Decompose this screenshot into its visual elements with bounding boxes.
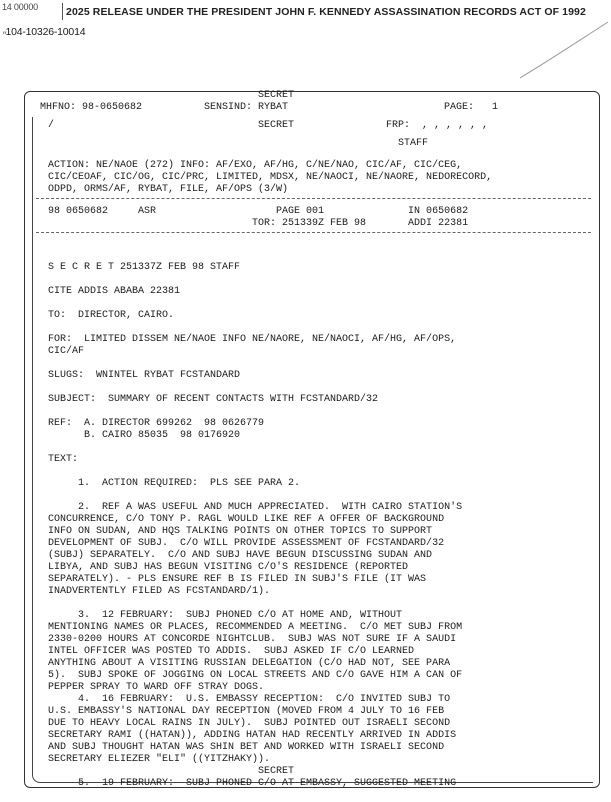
body-line: 1. ACTION REQUIRED: PLS SEE PARA 2. [48, 478, 301, 489]
page-indicator: PAGE: 1 [444, 102, 499, 113]
body-line: SEPARATELY). - PLS ENSURE REF B IS FILED IN SUBJ'S FILE (IT WAS [48, 574, 427, 585]
body-line: INTEL OFFICER WAS POSTED TO ADDIS. SUBJ ASKED IF C/O LEARNED [48, 646, 415, 657]
body-line: ANYTHING ABOUT A VISITING RUSSIAN DELEGATION (C/O HAD NOT, SEE PARA [48, 658, 451, 669]
routing-line-1: 98 0650682 ASR PAGE 001 IN 0650682 [48, 206, 469, 217]
scan-curve [520, 20, 610, 80]
release-line: 2025 RELEASE UNDER THE PRESIDENT JOHN F. KENNEDY ASSASSINATION RECORDS ACT OF 1992 [66, 6, 586, 18]
body-line: 5). SUBJ SPOKE OF JOGGING ON LOCAL STREETS AND C/O GAVE HIM A CAN OF [48, 670, 463, 681]
body-line [48, 382, 583, 394]
body-line: 3. 12 FEBRUARY: SUBJ PHONED C/O AT HOME AND, WITHOUT [48, 610, 403, 621]
body-line [48, 358, 583, 370]
body-line [48, 298, 583, 310]
body-line: DEVELOPMENT OF SUBJ. C/O WILL PROVIDE ASSESSMENT OF FCSTANDARD/32 [48, 538, 445, 549]
body-line: SECRETARY ELIEZER "ELI" ((YITZHAKY)). [48, 754, 271, 765]
body-line: FOR: LIMITED DISSEM NE/NAOE INFO NE/NAORE, NE/NAOCI, AF/HG, AF/OPS, [48, 334, 457, 345]
body-line: DUE TO HEAVY LOCAL RAINS IN JULY). SUBJ POINTED OUT ISRAELI SECOND [48, 718, 451, 729]
body-line: LIBYA, AND SUBJ HAS BEGUN VISITING C/O'S RESIDENCE (REPORTED [48, 562, 409, 573]
body-line [48, 598, 583, 610]
body-line: TEXT: [48, 454, 79, 465]
body-line: 5. 19 FEBRUARY: SUBJ PHONED C/O AT EMBASSY, SUGGESTED MEETING [48, 778, 457, 789]
body-line: S E C R E T 251337Z FEB 98 STAFF [48, 262, 241, 273]
slash-mark: / [48, 120, 55, 131]
frp-line: FRP: , , , , , , [386, 120, 489, 131]
routing-line-2: TOR: 251339Z FEB 98 ADDI 22381 [48, 218, 469, 229]
body-line: INADVERTENTLY FILED AS FCSTANDARD/1). [48, 586, 271, 597]
action-line-1: ACTION: NE/NAOE (272) INFO: AF/EXO, AF/HG, C/NE/NAO, CIC/AF, CIC/CEG, [48, 160, 463, 171]
body-line: TO: DIRECTOR, CAIRO. [48, 310, 175, 321]
body-line: CITE ADDIS ABABA 22381 [48, 286, 181, 297]
body-line [48, 406, 583, 418]
body-line: B. CAIRO 85035 98 0176920 [48, 430, 241, 441]
body-line: REF: A. DIRECTOR 699262 98 0626779 [48, 418, 265, 429]
body-line [48, 766, 583, 778]
body-line: CONCURRENCE, C/O TONY P. RAGL WOULD LIKE REF A OFFER OF BACKGROUND [48, 514, 445, 525]
action-line-2: CIC/CEOAF, CIC/OG, CIC/PRC, LIMITED, MDSX, NE/NAOCI, NE/NAORE, NEDORECORD, [48, 172, 493, 183]
classification-second: SECRET [258, 120, 295, 131]
body-line: SECRETARY RAMI ((HATAN)), ADDING HATAN HAD RECENTLY ARRIVED IN ADDIS [48, 730, 457, 741]
body-line: INFO ON SUDAN, AND HQS TALKING POINTS ON OTHER TOPICS TO SUPPORT [48, 526, 433, 537]
document-id-overlay: 14 00000 [2, 2, 38, 12]
body-line: CIC/AF [48, 346, 85, 357]
classification-top: SECRET [258, 90, 295, 101]
body-line [48, 322, 583, 334]
scan-mark: ” [2, 31, 8, 41]
body-line: U.S. EMBASSY'S NATIONAL DAY RECEPTION (MOVED FROM 4 JULY TO 16 FEB [48, 706, 445, 717]
body-line: SLUGS: WNINTEL RYBAT FCSTANDARD [48, 370, 241, 381]
action-line-3: ODPD, ORMS/AF, RYBAT, FILE, AF/OPS (3/W) [48, 184, 289, 195]
body-line: MENTIONING NAMES OR PLACES, RECOMMENDED A MEETING. C/O MET SUBJ FROM [48, 622, 463, 633]
body-line [48, 466, 583, 478]
document-id-text: 104-10326-10014 [5, 26, 86, 38]
classification-bottom: SECRET [258, 766, 295, 777]
body-line [48, 490, 583, 502]
body-line: 4. 16 FEBRUARY: U.S. EMBASSY RECEPTION: C/O INVITED SUBJ TO [48, 694, 451, 705]
body-line: 2. REF A WAS USEFUL AND MUCH APPRECIATED. WITH CAIRO STATION'S [48, 502, 463, 513]
staff-label: STAFF [398, 138, 429, 149]
body-line: 2330-0200 HOURS AT CONCORDE NIGHTCLUB. SUBJ WAS NOT SURE IF A SAUDI [48, 634, 457, 645]
cable-body-lines [48, 262, 583, 790]
cable-body [48, 238, 583, 802]
routing-rule-top [36, 198, 591, 199]
body-line: SUBJECT: SUMMARY OF RECENT CONTACTS WITH FCSTANDARD/32 [48, 394, 379, 405]
mhfno: MHFNO: 98-0650682 [40, 102, 143, 113]
sensind: SENSIND: RYBAT [204, 102, 289, 113]
body-line: (SUBJ) SEPARATELY. C/O AND SUBJ HAVE BEGUN DISCUSSING SUDAN AND [48, 550, 433, 561]
body-line [48, 442, 583, 454]
routing-rule-bottom [36, 232, 591, 233]
body-line [48, 274, 583, 286]
body-line: PEPPER SPRAY TO WARD OFF STRAY DOGS. [48, 682, 265, 693]
body-line: AND SUBJ THOUGHT HATAN WAS SHIN BET AND WORKED WITH ISRAELI SECOND [48, 742, 445, 753]
